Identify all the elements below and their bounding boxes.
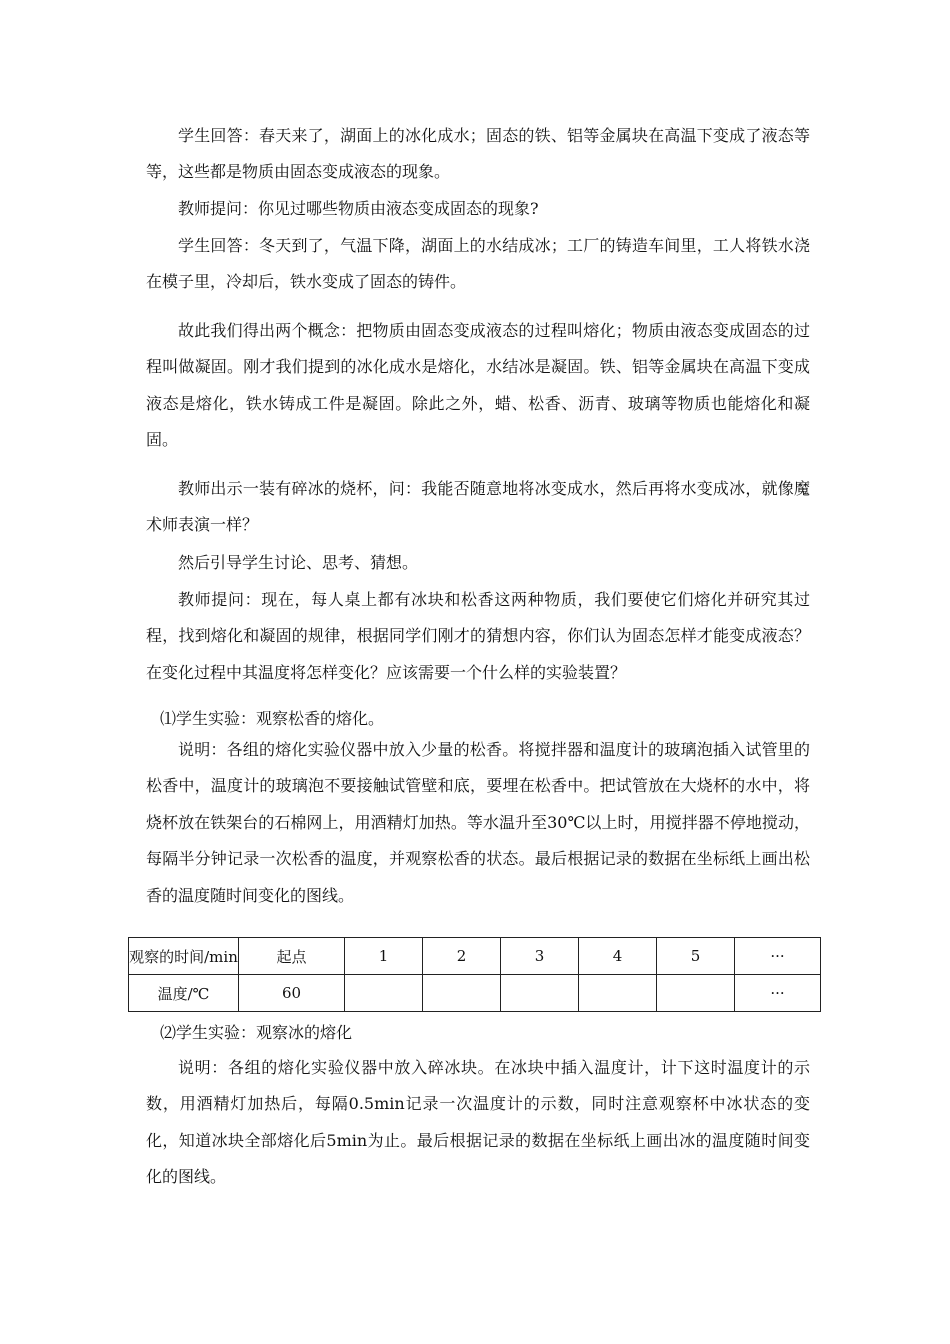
table-cell: 观察的时间/min <box>129 938 239 975</box>
table-cell: ··· <box>735 975 821 1012</box>
paragraph-teacher-demo: 教师出示一装有碎冰的烧杯，问：我能否随意地将冰变成水，然后再将水变成冰，就像魔术师表演一样？ <box>146 479 810 535</box>
table-cell: 温度/℃ <box>129 975 239 1012</box>
paragraph-concepts: 故此我们得出两个概念：把物质由固态变成液态的过程叫熔化；物质由液态变成固态的过程叫做凝固。刚才我们提到的冰化成水是熔化，水结冰是凝固。铁、铝等金属块在高温下变成液态是熔化，铁水铸成工件是凝固。除此之外，蜡、松香、沥青、玻璃等物质也能熔化和凝固。 <box>146 321 810 450</box>
table-row-temperature <box>129 975 821 1012</box>
experiment-1-description: 说明：各组的熔化实验仪器中放入少量的松香。将搅拌器和温度计的玻璃泡插入试管里的松香中，温度计的玻璃泡不要接触试管壁和底，要埋在松香中。把试管放在大烧杯的水中，将烧杯放在铁架台的石棉网上，用酒精灯加热。等水温升至30℃以上时，用搅拌器不停地搅动，每隔半分钟记录一次松香的温度，并观察松香的状态。最后根据记录的数据在坐标纸上画出松香的温度随时间变化的图线。 <box>146 740 810 905</box>
experiment-2-description: 说明：各组的熔化实验仪器中放入碎冰块。在冰块中插入温度计，计下这时温度计的示数，用酒精灯加热后，每隔0.5min记录一次温度计的示数，同时注意观察杯中冰状态的变化，知道冰块全部熔化后5min为止。最后根据记录的数据在坐标纸上画出冰的温度随时间变化的图线。 <box>146 1058 810 1187</box>
table-cell: 2 <box>423 938 501 975</box>
paragraph-teacher-question-1: 教师提问：你见过哪些物质由液态变成固态的现象? <box>178 199 539 218</box>
table-cell: 60 <box>239 975 345 1012</box>
table-cell <box>657 975 735 1012</box>
experiment-1-title: ⑴学生实验：观察松香的熔化。 <box>160 709 385 728</box>
table-cell <box>423 975 501 1012</box>
paragraph-student-answer-1: 学生回答：春天来了，湖面上的冰化成水；固态的铁、铝等金属块在高温下变成了液态等等，这些都是物质由固态变成液态的现象。 <box>146 126 810 182</box>
paragraph-teacher-question-2: 教师提问：现在，每人桌上都有冰块和松香这两种物质，我们要使它们熔化并研究其过程，找到熔化和凝固的规律，根据同学们刚才的猜想内容，你们认为固态怎样才能变成液态？在变化过程中其温度将怎样变化？应该需要一个什么样的实验装置？ <box>146 590 810 682</box>
experiment-2-title: ⑵学生实验：观察冰的熔化 <box>160 1023 353 1042</box>
table-cell <box>501 975 579 1012</box>
table-row-time <box>129 938 821 975</box>
table-cell: ··· <box>735 938 821 975</box>
paragraph-student-answer-2: 学生回答：冬天到了，气温下降，湖面上的水结成冰；工厂的铸造车间里，工人将铁水浇在模子里，冷却后，铁水变成了固态的铸件。 <box>146 236 810 292</box>
observation-table <box>128 937 821 1012</box>
table-cell <box>345 975 423 1012</box>
table-cell <box>579 975 657 1012</box>
table-cell: 起点 <box>239 938 345 975</box>
table-cell: 5 <box>657 938 735 975</box>
table-cell: 3 <box>501 938 579 975</box>
table-cell: 4 <box>579 938 657 975</box>
paragraph-guide-discussion: 然后引导学生讨论、思考、猜想。 <box>178 553 419 572</box>
table-cell: 1 <box>345 938 423 975</box>
